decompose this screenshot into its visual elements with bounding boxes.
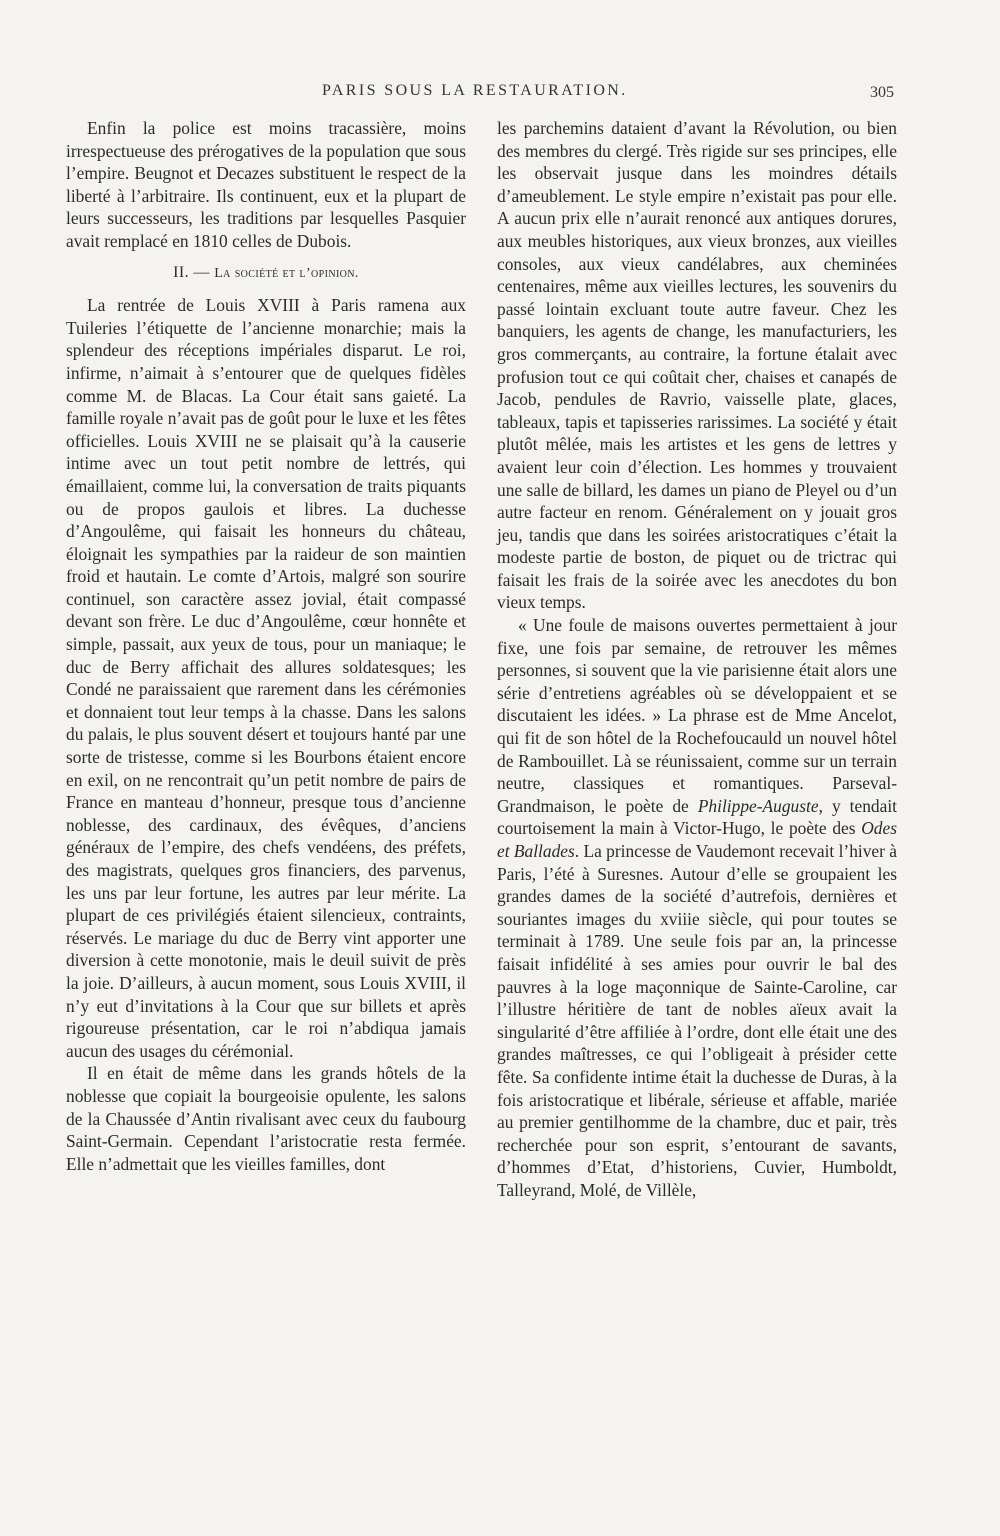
text-run: . La princesse de Vaudemont recevait l’hiver à Paris, l’été à Suresnes. Autour d’elle se groupaient les grandes dames de la société d’autrefois, dernières et souriantes images du xviiie siècle, qui pour toutes se terminait à 1789. Une seule fois par an, la princesse faisait infidélité à ses amies pour ouvrir le bal des pauvres à la loge maçonnique de Sainte-Caroline, car l’illustre héritière de tant de nobles aïeux avait la singularité d’être affiliée à l’ordre, dont elle était une des grandes maîtresses, ce qui l’obligeait à présider cette fête. Sa confidente intime était la duchesse de Duras, à la fois aristocratique et libérale, sérieuse et affable, mariée au premier gentilhomme de la chambre, duc et pair, très recherchée pour son esprit, s’entourant de savants, d’hommes d’Etat, d’historiens, Cuvier, Humboldt, Talleyrand, Molé, de Villèle, (497, 841, 898, 1200)
page-number: 305 (870, 84, 894, 101)
paragraph: Enfin la police est moins tracassière, moins irrespectueuse des prérogatives de la population que sous l’empire. Beugnot et Decazes substituent le respect de la liberté à l’arbitraire. Ils continuent, eux et la plupart de leurs successeurs, les traditions par lesquelles Pasquier avait remplacé en 1810 celles de Dubois. (66, 118, 466, 251)
italic-title: Philippe-Auguste (697, 795, 819, 816)
left-column (66, 117, 466, 1175)
running-title: PARIS SOUS LA RESTAURATION. (322, 82, 628, 99)
running-header (0, 82, 1000, 106)
paragraph: Il en était de même dans les grands hôtels de la noblesse que copiait la bourgeoisie opulente, les salons de la Chaussée d’Antin rivalisant avec ceux du faubourg Saint-Germain. Cependant l’aristocratie resta fermée. Elle n’admettait que les vieilles familles, dont (66, 1063, 466, 1174)
section-title: La société et l’opinion. (214, 265, 359, 281)
italic-title: Odes et Ballades (497, 818, 897, 861)
paragraph: les parchemins dataient d’avant la Révolution, ou bien des membres du clergé. Très rigide sur ses principes, elle les observait jusque dans les moindres détails d’ameublement. Le style empire n’existait pas pour elle. A aucun prix elle n’aurait renoncé aux antiques dorures, aux meubles historiques, aux vieux bronzes, aux vieilles consoles, aux vieux candélabres, aux cheminées centenaires, même aux vieilles lectures, les souvenirs du passé lointain excluant toute autre faveur. Chez les banquiers, les agents de change, les manufacturiers, les gros commerçants, au contraire, la fortune étalait avec profusion tout ce qui coûtait cher, chaises et canapés de Jacob, pendules de Ravrio, vaisselle plate, glaces, tableaux, tapis et tapisseries rarissimes. La société y était plutôt mêlée, mais les artistes et les gens de lettres y avaient leur coin d’élection. Les hommes y trouvaient une salle de billard, les dames un piano de Pleyel ou d’un autre facteur en renom. Généralement on y jouait gros jeu, tandis que dans les soirées aristocratiques c’était la modeste partie de boston, de piquet ou de trictrac qui faisait les frais de la soirée avec les anecdotes du bon vieux temps. (497, 118, 897, 613)
section-heading (66, 262, 466, 286)
text-run: « Une foule de maisons ouvertes permettaient à jour fixe, une fois par semaine, de retrouver les mêmes personnes, si souvent que la vie parisienne était alors une série d’entretiens agréables où se développaient et se discutaient les idées. » La phrase est de Mme Ancelot, qui fit de son hôtel de la Rochefoucauld un nouvel hôtel de Rambouillet. Là se réunissaient, comme sur un terrain neutre, classiques et romantiques. Parseval-Grandmaison, le poète de (497, 615, 897, 816)
paragraph (497, 614, 897, 1201)
paragraph: La rentrée de Louis XVIII à Paris ramena aux Tuileries l’étiquette de l’ancienne monarchie; mais la splendeur des réceptions impériales disparut. Le roi, infirme, n’aimait à s’entourer que de quelques fidèles comme M. de Blacas. La Cour était sans gaieté. La famille royale n’avait pas de goût pour le luxe et les fêtes officielles. Louis XVIII ne se plaisait qu’à la causerie intime avec un tout petit nombre de lettrés, qui émaillaient, comme lui, la conversation de traits piquants ou de propos gaulois et libres. La duchesse d’Angoulême, qui faisait les honneurs du château, éloignait les sympathies par la raideur de son maintien froid et hautain. Le comte d’Artois, malgré son sourire continuel, son caractère assez jovial, était compassé devant son frère. Le duc d’Angoulême, cœur honnête et simple, passait, aux yeux de tous, pour un maniaque; le duc de Berry affichait des allures soldatesques; les Condé ne paraissaient que rarement dans les cérémonies et donnaient tout leur temps à la chasse. Dans les salons du palais, le plus souvent désert et toujours hanté par une sorte de tristesse, comme si les Bourbons étaient encore en exil, on ne rencontrait qu’un petit nombre de pairs de France en manteau d’honneur, presque tous d’ancienne noblesse, des cardinaux, des évêques, d’anciens généraux de l’empire, des chefs vendéens, des préfets, des magistrats, quelques gros financiers, des parvenus, les uns par leur fortune, les autres par leur mérite. La plupart de ces privilégiés étaient silencieux, contraints, réservés. Le mariage du duc de Berry vint apporter une diversion à cette monotonie, mais le deuil suivit de près la joie. D’ailleurs, à aucun moment, sous Louis XVIII, il n’y eut d’invitations à la Cour que sur billets et après rigoureuse présentation, car le roi n’abdiqua jamais aucun des usages du cérémonial. (66, 295, 466, 1061)
right-column (497, 117, 897, 1202)
text-run: , y tendait courtoisement la main à Victor-Hugo, le poète des (497, 795, 897, 839)
section-number: II. — (173, 263, 210, 281)
